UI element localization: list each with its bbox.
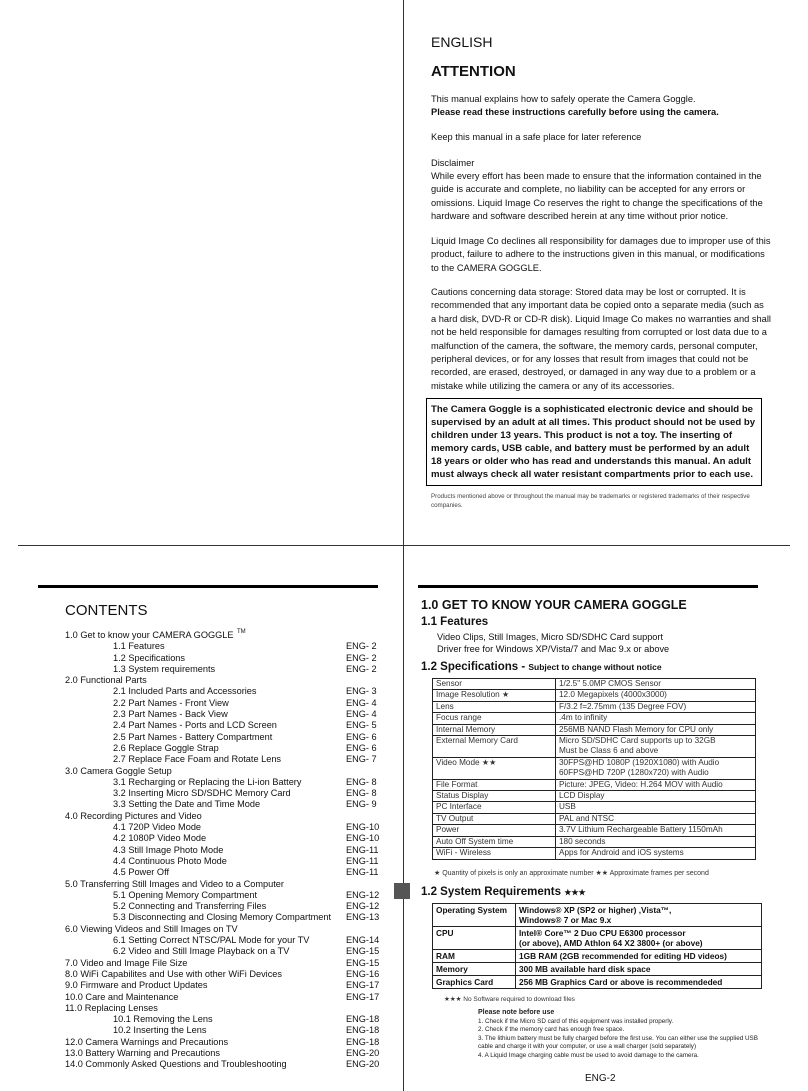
toc-page: ENG- 2 <box>346 663 377 674</box>
section-title: 1.0 GET TO KNOW YOUR CAMERA GOGGLE <box>421 598 687 612</box>
spec-row-value: F/3.2 f=2.75mm (135 Degree FOV) <box>556 701 756 712</box>
toc-row <box>65 856 385 867</box>
toc-row <box>65 675 385 686</box>
toc-page: ENG- 6 <box>346 742 377 753</box>
sysreq-row <box>433 976 762 989</box>
keep-manual-text: Keep this manual in a safe place for later reference <box>431 132 642 142</box>
toc-page: ENG-15 <box>346 957 380 968</box>
spec-row-label: Focus range <box>433 713 556 724</box>
toc-page: ENG-10 <box>346 833 380 844</box>
before-use-item: 3. The lithium battery must be fully charged before the first use. You can either use the supplied USB cable and charge it with your computer, or use a wall charger (sold separately) <box>478 1034 758 1050</box>
spec-row-value: .4m to infinity <box>556 713 756 724</box>
spec-row-label: Lens <box>433 701 556 712</box>
toc-row <box>65 686 385 697</box>
before-use-list <box>478 1018 768 1061</box>
sysreq-row-label: RAM <box>433 950 516 963</box>
toc-label: 2.4 Part Names - Ports and LCD Screen <box>113 720 277 731</box>
registration-mark <box>394 883 410 899</box>
page-number: ENG-2 <box>585 1073 616 1084</box>
adult-supervision-warning: The Camera Goggle is a sophisticated electronic device and should be supervised by an adult at all times. This product should not be used by children under 13 years. This product is not a toy. The inserting of memory cards, USB cable, and battery must be performed by an adult 18 years or older who has read and understands this manual. An adult must always check all water resistant compartments prior to each use. <box>426 398 762 486</box>
sysreq-row-value: Intel® Core™ 2 Duo CPU E6300 processor (or above), AMD Athlon 64 X2 3800+ (or above) <box>516 927 762 950</box>
toc-page: ENG- 6 <box>346 731 377 742</box>
spec-row <box>433 679 756 690</box>
toc-page: ENG- 5 <box>346 720 377 731</box>
toc-label: 4.4 Continuous Photo Mode <box>113 855 227 866</box>
language-label: ENGLISH <box>431 34 493 50</box>
toc-row <box>65 698 385 709</box>
spec-row <box>433 779 756 790</box>
toc-page: ENG-16 <box>346 968 380 979</box>
toc-page: ENG-18 <box>346 1025 380 1036</box>
toc-page: ENG-20 <box>346 1047 380 1058</box>
toc-label: 3.3 Setting the Date and Time Mode <box>113 799 261 810</box>
toc-label: 14.0 Commonly Asked Questions and Troubleshooting <box>65 1059 287 1070</box>
toc-label: 13.0 Battery Warning and Precautions <box>65 1047 220 1058</box>
toc-page: ENG- 9 <box>346 799 377 810</box>
toc-row <box>65 709 385 720</box>
no-software-note: ★★★ No Software required to download files <box>444 996 575 1003</box>
spec-row-label: Status Display <box>433 791 556 802</box>
toc-label: 4.2 1080P Video Mode <box>113 833 207 844</box>
spec-row-value: PAL and NTSC <box>556 813 756 824</box>
spec-row <box>433 791 756 802</box>
toc-row <box>65 992 385 1003</box>
toc-row <box>65 811 385 822</box>
toc-page: ENG-14 <box>346 935 380 946</box>
sysreq-row-label: Graphics Card <box>433 976 516 989</box>
spec-row-value: 180 seconds <box>556 836 756 847</box>
toc-row <box>65 720 385 731</box>
toc-row <box>65 980 385 991</box>
toc-label: 12.0 Camera Warnings and Precautions <box>65 1036 229 1047</box>
spec-row-label: Video Mode ★★ <box>433 757 556 779</box>
spec-row <box>433 848 756 859</box>
spec-row-value: 30FPS@HD 1080P (1920X1080) with Audio 60FPS@HD 720P (1280x720) with Audio <box>556 757 756 779</box>
toc-label: 2.2 Part Names - Front View <box>113 697 229 708</box>
sysreq-row <box>433 904 762 927</box>
trademark-note: Products mentioned above or throughout the manual may be trademarks or registered trademarks of their respective companies. <box>431 493 750 509</box>
toc-label: 2.3 Part Names - Back View <box>113 709 228 720</box>
contents-top-bar <box>38 585 378 588</box>
toc-label: 8.0 WiFi Capabilites and Use with other WiFi Devices <box>65 968 283 979</box>
toc-page: ENG-12 <box>346 901 380 912</box>
spec-row-label: TV Output <box>433 813 556 824</box>
toc-row <box>65 1025 385 1036</box>
feature-item: Video Clips, Still Images, Micro SD/SDHC Card support <box>437 632 664 642</box>
specs-heading <box>421 661 662 673</box>
toc-label: 3.2 Inserting Micro SD/SDHC Memory Card <box>113 788 291 799</box>
toc-label: 4.5 Power Off <box>113 867 170 878</box>
toc-row <box>65 732 385 743</box>
toc-label: 2.6 Replace Goggle Strap <box>113 742 219 753</box>
specs-heading-text: 1.2 Specifications - <box>421 661 529 673</box>
toc-label: 6.2 Video and Still Image Playback on a TV <box>113 946 290 957</box>
toc-row <box>65 901 385 912</box>
disclaimer-text: While every effort has been made to ensure that the information contained in the guide is accurate and complete, no liability can be accepted for any errors or omissions. Liquid Image Co reserves the right to change the specifications of the hardware and software described herein at any time without prior notice. <box>431 171 763 222</box>
toc-page: ENG- 2 <box>346 652 377 663</box>
spec-row-value: 12.0 Megapixels (4000x3000) <box>556 690 756 701</box>
toc-row <box>65 799 385 810</box>
toc-label: 5.0 Transferring Still Images and Video to a Computer <box>65 878 284 889</box>
spec-row-value: Micro SD/SDHC Card supports up to 32GB Must be Class 6 and above <box>556 736 756 758</box>
toc-page: ENG-18 <box>346 1036 380 1047</box>
intro-bold-line: Please read these instructions carefully before using the camera. <box>431 107 719 118</box>
toc-row <box>65 653 385 664</box>
spec-row-value: 3.7V Lithium Rechargeable Battery 1150mAh <box>556 825 756 836</box>
toc-row <box>65 1014 385 1025</box>
cautions-text: Cautions concerning data storage: Stored data may be lost or corrupted. It is recommended that any important data be copied onto a separate media (such as a hard disk, DVD-R or CD-R disk). Liquid Image Co makes no warranties and shall not be held responsible for damages resulting from corrupted or lost data due to a malfunction of the camera, the software, the memory cards, personal computer, peripheral devices, or for any losses that result from images that could not be recorded, are erased, destroyed, or damaged in any way due to a problem or a mistake while utilizing the camera or any of its accessories. <box>431 287 771 391</box>
spec-row-label: External Memory Card <box>433 736 556 758</box>
spec-row-label: File Format <box>433 779 556 790</box>
toc-row <box>65 833 385 844</box>
toc-page: ENG-12 <box>346 889 380 900</box>
toc-row <box>65 1048 385 1059</box>
spec-row <box>433 825 756 836</box>
toc-row <box>65 867 385 878</box>
toc-page: ENG- 3 <box>346 686 377 697</box>
sysreq-stars: ★★★ <box>564 888 586 897</box>
toc-label: 1.0 Get to know your CAMERA GOGGLE <box>65 630 234 640</box>
specifications-table <box>432 678 756 860</box>
before-use-item: 4. A Liquid Image charging cable must be used to avoid damage to the camera. <box>478 1051 699 1059</box>
toc-label: 11.0 Replacing Lenses <box>65 1002 158 1013</box>
system-requirements-table <box>432 903 762 989</box>
toc-row <box>65 743 385 754</box>
toc-label: 6.0 Viewing Videos and Still Images on TV <box>65 923 238 934</box>
toc-row <box>65 845 385 856</box>
features-list <box>437 632 669 655</box>
toc-row <box>65 630 385 641</box>
toc-row <box>65 935 385 946</box>
specs-subheading: Subject to change without notice <box>528 662 662 672</box>
toc-row <box>65 924 385 935</box>
toc-label: 5.2 Connecting and Transferring Files <box>113 901 267 912</box>
before-use-heading: Please note before use <box>478 1009 555 1016</box>
spec-row-value: 256MB NAND Flash Memory for CPU only <box>556 724 756 735</box>
spec-row <box>433 813 756 824</box>
toc-label: 2.1 Included Parts and Accessories <box>113 686 257 697</box>
toc-row <box>65 754 385 765</box>
toc-page: ENG-17 <box>346 991 380 1002</box>
toc-label: 9.0 Firmware and Product Updates <box>65 980 208 991</box>
contents-title: CONTENTS <box>65 602 148 619</box>
page-divider-horizontal <box>18 545 790 546</box>
toc-page: ENG- 8 <box>346 788 377 799</box>
toc-row <box>65 912 385 923</box>
toc-label: 3.0 Camera Goggle Setup <box>65 765 172 776</box>
toc-page: ENG-11 <box>346 855 379 866</box>
toc-row <box>65 1003 385 1014</box>
toc-label: 10.0 Care and Maintenance <box>65 991 179 1002</box>
spec-row-value: Picture: JPEG, Video: H.264 MOV with Audio <box>556 779 756 790</box>
spec-row-label: Auto Off System time <box>433 836 556 847</box>
toc-label: 4.3 Still Image Photo Mode <box>113 844 224 855</box>
sysreq-row <box>433 950 762 963</box>
spec-row-label: PC Interface <box>433 802 556 813</box>
toc-label: 6.1 Setting Correct NTSC/PAL Mode for your TV <box>113 935 310 946</box>
toc-row <box>65 969 385 980</box>
toc-row <box>65 766 385 777</box>
toc-row <box>65 1037 385 1048</box>
toc-page: ENG-11 <box>346 867 379 878</box>
table-of-contents <box>65 630 385 1071</box>
toc-row <box>65 664 385 675</box>
toc-row <box>65 1059 385 1070</box>
before-use-notes <box>478 1009 768 1060</box>
decline-text: Liquid Image Co declines all responsibility for damages due to improper use of this product, failure to adhere to the instructions given in this manual, or modifications to the CAMERA GOGGLE. <box>431 236 771 273</box>
spec-row <box>433 802 756 813</box>
toc-row <box>65 890 385 901</box>
spec-row <box>433 713 756 724</box>
spec-row-label: Sensor <box>433 679 556 690</box>
toc-page: ENG-15 <box>346 946 380 957</box>
toc-label: 2.7 Replace Face Foam and Rotate Lens <box>113 754 282 765</box>
toc-label: 3.1 Recharging or Replacing the Li-ion Battery <box>113 776 302 787</box>
toc-page: ENG- 4 <box>346 709 377 720</box>
sysreq-heading <box>421 886 586 898</box>
sysreq-row-value: Windows® XP (SP2 or higher) ,Vista™, Windows® 7 or Mac 9.x <box>516 904 762 927</box>
before-use-item: 2. Check if the memory card has enough free space. <box>478 1026 625 1033</box>
spec-row-value: 1/2.5" 5.0MP CMOS Sensor <box>556 679 756 690</box>
toc-page: ENG- 4 <box>346 697 377 708</box>
spec-row-label: WiFi - Wireless <box>433 848 556 859</box>
toc-label: 1.3 System requirements <box>113 663 216 674</box>
toc-row <box>65 777 385 788</box>
toc-label: 1.2 Specifications <box>113 652 186 663</box>
toc-label: 10.1 Removing the Lens <box>113 1014 213 1025</box>
toc-row <box>65 958 385 969</box>
spec-row <box>433 701 756 712</box>
sysreq-row-value: 1GB RAM (2GB recommended for editing HD videos) <box>516 950 762 963</box>
spec-row <box>433 757 756 779</box>
toc-page: ENG-13 <box>346 912 380 923</box>
intro-paragraph <box>431 93 771 120</box>
toc-label: 2.5 Part Names - Battery Compartment <box>113 731 273 742</box>
toc-row <box>65 641 385 652</box>
sysreq-row-value: 256 MB Graphics Card or above is recommendeded <box>516 976 762 989</box>
spec-row-value: LCD Display <box>556 791 756 802</box>
toc-label: 2.0 Functional Parts <box>65 675 147 686</box>
disclaimer-heading: Disclaimer <box>431 158 475 168</box>
sysreq-heading-text: 1.2 System Requirements <box>421 886 561 898</box>
toc-page: ENG-10 <box>346 822 380 833</box>
sysreq-row-label: Memory <box>433 963 516 976</box>
toc-page: ENG- 8 <box>346 776 377 787</box>
toc-row <box>65 879 385 890</box>
spec-row-label: Internal Memory <box>433 724 556 735</box>
before-use-item: 1. Check if the Micro SD card of this equipment was installed properly. <box>478 1017 674 1025</box>
features-heading: 1.1 Features <box>421 616 489 628</box>
spec-row <box>433 724 756 735</box>
toc-label: 10.2 Inserting the Lens <box>113 1025 207 1036</box>
toc-row <box>65 788 385 799</box>
sysreq-row <box>433 963 762 976</box>
sysreq-row-label: CPU <box>433 927 516 950</box>
toc-page: ENG-18 <box>346 1014 380 1025</box>
toc-label: 5.3 Disconnecting and Closing Memory Compartment <box>113 912 332 923</box>
toc-page: ENG-11 <box>346 844 379 855</box>
spec-row <box>433 690 756 701</box>
toc-label: 7.0 Video and Image File Size <box>65 957 188 968</box>
spec-footnote: ★ Quantity of pixels is only an approximate number ★★ Approximate frames per second <box>434 870 709 877</box>
toc-label: 1.1 Features <box>113 641 165 652</box>
feature-item: Driver free for Windows XP/Vista/7 and Mac 9.x or above <box>437 643 670 654</box>
toc-page: ENG-17 <box>346 980 380 991</box>
spec-row-label: Power <box>433 825 556 836</box>
toc-page: ENG-20 <box>346 1059 380 1070</box>
toc-label: 4.0 Recording Pictures and Video <box>65 810 202 821</box>
intro-line: This manual explains how to safely operate the Camera Goggle. <box>431 94 696 104</box>
toc-label: 5.1 Opening Memory Compartment <box>113 889 257 900</box>
sysreq-row-label: Operating System <box>433 904 516 927</box>
toc-page: ENG- 7 <box>346 754 377 765</box>
spec-row-value: USB <box>556 802 756 813</box>
sysreq-row-value: 300 MB available hard disk space <box>516 963 762 976</box>
toc-row <box>65 822 385 833</box>
toc-row <box>65 946 385 957</box>
toc-page: ENG- 2 <box>346 641 377 652</box>
spec-row-value: Apps for Android and iOS systems <box>556 848 756 859</box>
sysreq-row <box>433 927 762 950</box>
spec-row-label: Image Resolution ★ <box>433 690 556 701</box>
attention-title: ATTENTION <box>431 63 516 80</box>
toc-label: 4.1 720P Video Mode <box>113 822 202 833</box>
spec-row <box>433 836 756 847</box>
spec-row <box>433 736 756 758</box>
section-top-bar <box>418 585 758 588</box>
trademark-symbol: TM <box>237 629 246 635</box>
